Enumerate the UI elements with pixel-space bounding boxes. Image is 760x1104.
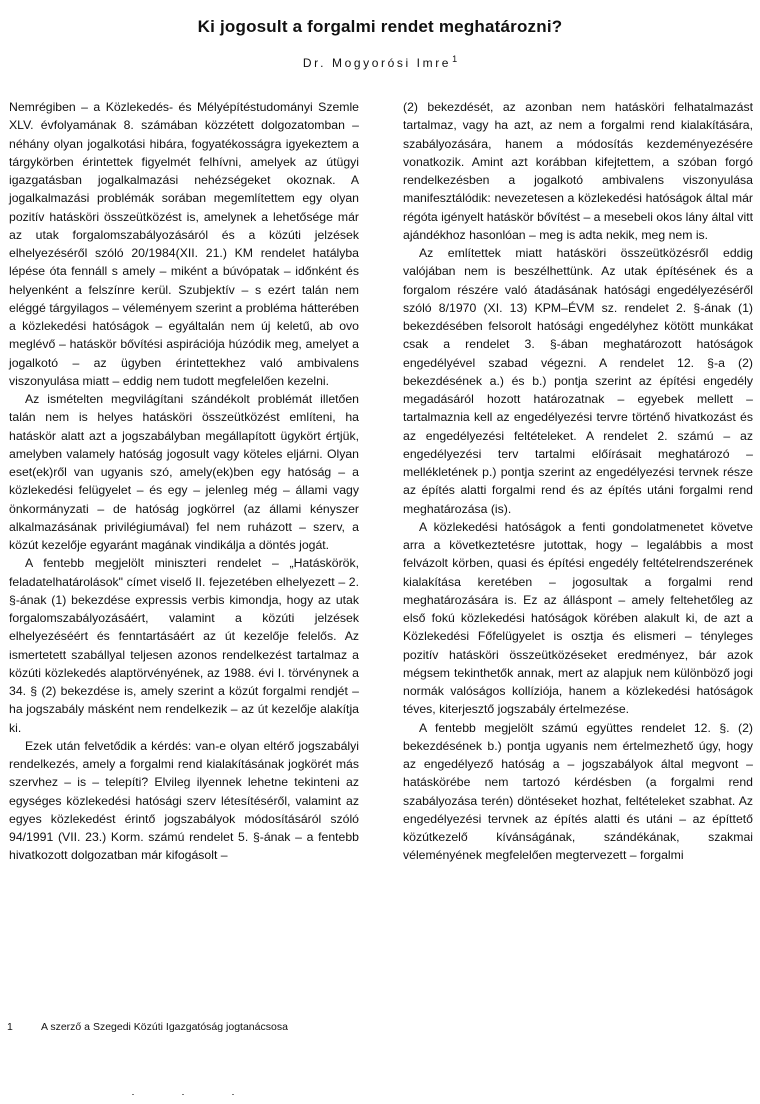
right-column [403, 98, 753, 865]
paragraph: Az ismételten megvilágítani szándékolt problémát illetően talán nem is helyes hatásköri összeütközést említeni, ha hatáskör alatt azt a jogszabályban megállapított ügykört értjük, amelyben valamely hatóság jogosult vagy köteles eljárni. Olyan eset(ek)ről van ugyanis szó, amely(ek)ben egy hatóság – a közlekedési felügyelet – és egy – jelenleg még – állami vagy önkormányzati – de hatóság jogkörrel (az állami kényszer alkalmazásának privilégiumával) fel nem ruházott – szerv, a közút kezelője egyaránt magának vindikálja a döntés jogát. [9, 392, 359, 552]
author-line [0, 54, 760, 70]
paragraph: A közlekedési hatóságok a fenti gondolatmenetet követve arra a következtetésre jutottak, hogy – legalábbis a most felvázolt körben, quasi és építési engedély feltételrendszerének kialakítása keretében – jogosultak a forgalmi rend meghatározására is. Ez az álláspont – amely feltehetőleg az első fokú közlekedési hatóságok körében alakult ki, de azt a Közlekedési Főfelügyelet is osztja és elismeri – tényleges pozitív hatásköri összeütközéseket eredményez, bár azok mégsem tekinthetők annak, mert az alapjuk nem különböző jogi normák valóságos kollíziója, hanem a közlekedési hatóságok téves, kiterjesztő jogszabály értelmezése. [403, 519, 753, 717]
paragraph: (2) bekezdését, az azonban nem hatásköri felhatalmazást tartalmaz, vagy ha azt, az nem a forgalmi rend kialakítására, szabályozására, hanem a módosítás kezdeményezésére vonatkozik. Amint azt korábban kifejtettem, a szóban forgó rendelkezésben a jogalkotó ambivalens viszonyulása manifesztálódik: nevezetesen a közlekedési hatóságok által már régóta igényelt hatáskör bővítést – a mesebeli okos lány által vitt ajándékhoz hasonlóan – meg is adta nekik, meg nem is. [403, 100, 753, 242]
footnote-text: A szerző a Szegedi Közúti Igazgatóság jogtanácsosa [41, 1021, 288, 1033]
paragraph: Az említettek miatt hatásköri összeütközésről eddig valójában nem is beszélhettünk. Az utak építésének és a forgalom részére való átadásának hatósági engedélyezéséről szóló 8/1970 (XI. 13) KPM–ÉVM sz. rendelet 2. §-ának (1) bekezdésében felsorolt hatósági engedélyhez kötött munkákat csak a rendelet 3. §-ában meghatározott hatóságok engedélyével szabad végezni. A rendelet 12. §-a (2) bekezdésének a.) és b.) pontja szerint az építési engedély megadásáról hozott határozatnak – egyebek mellett – tartalmaznia kell az engedélyezési tervre történő hivatkozást és az engedélyezési feltételeket. A rendelet 2. számú – az engedélyezési terv tartalmi előírásait meghatározó – mellékletének p.) pontja szerint az engedélyezési tervnek része az építés alatti forgalmi rend és az építés utáni forgalmi rend meghatározása (is). [403, 246, 753, 516]
paragraph: A fentebb megjelölt miniszteri rendelet – „Hatáskörök, feladatelhatárolások" címet viselő II. fejezetében elhelyezett – 2. §-ának (1) bekezdése expressis verbis kimondja, hogy az utak forgalomszabályozásáért, valamint a közúti jelzések elhelyezéséért és fenntartásáért az út kezelője felelős. Az ismertetett szabállyal teljesen azonos rendelkezést tartalmaz a közúti közlekedés alaptörvényének, az 1988. évi I. törvénynek a 34. § (2) bekezdése is, amely szerint a közút forgalmi rendjét – ha jogszabály másként nem rendelkezik – az út kezelője alakítja ki. [9, 556, 359, 735]
left-column [9, 98, 359, 865]
author-name: Dr. Mogyorósi Imre [302, 56, 452, 70]
paragraph: Nemrégiben – a Közlekedés- és Mélyépítéstudományi Szemle XLV. évfolyamának 8. számában közzétett dolgozatomban – néhány olyan jogalkotási hibára, fogyatékosságra igyekeztem a tárgykörben érintettek figyelmét felhívni, amelyek az útügyi igazgatásban jogalkalmazási nehézségeket okoznak. A jogalkalmazási problémák sorában megemlítettem egy olyan pozitív hatásköri összeütközést is, amelynek a lehetősége már az utak forgalomszabályozásáról és a közúti jelzések elhelyezéséről szóló 20/1984(XII. 21.) KM rendelet hatályba lépése óta fennáll s amely – miként a búvópatak – időnként és helyenként a felszínre kerül. Szubjektív – s ezért talán nem eléggé tárgyilagos – véleményem szerint a probléma hátterében a közlekedési hatóságok – egyáltalán nem új keletű, ab ovo meglévő – hatáskör bővítési aspirációja húzódik meg, amelyet a jogalkotó – az ügyben érintettekhez való ambivalens viszonyulása miatt – eddig nem tudott megfelelően kezelni. [9, 100, 359, 388]
author-footnote-mark: 1 [452, 54, 458, 64]
footnote-mark: 1 [7, 1021, 13, 1033]
footnote [7, 1021, 407, 1034]
paragraph: Ezek után felvetődik a kérdés: van-e olyan eltérő jogszabályi rendelkezés, amely a forgalmi rend kialakításának jogkörét más szervhez – is – telepíti? Elvileg ilyennek lehetne tekinteni az egységes közlekedési hatósági szerv létesítéséről, valamint az egyes közlekedést érintő jogszabályok módosításáról szóló 94/1991 (VII. 23.) Korm. számú rendelet 5. §-ának – a fentebb hivatkozott dolgozatban már kifogásolt – [9, 738, 359, 863]
article-title: Ki jogosult a forgalmi rendet meghatározni? [197, 17, 563, 36]
scan-artifact [0, 1090, 760, 1100]
paragraph: A fentebb megjelölt számú együttes rendelet 12. §. (2) bekezdésének b.) pontja ugyanis nem értelmezhető úgy, hogy az engedélyező hatóság a – jogszabályok által megvont – hatáskörébe nem tartozó kérdésben (a forgalmi rend szabályozása terén) döntéseket hozhat, feltételeket szabhat. Az engedélyezési tervnek az építés alatti és utáni – az építtető közútkezelő kívánságának, szándékának, szakmai véleményének megfelelően megtervezett – forgalmi [403, 720, 753, 863]
